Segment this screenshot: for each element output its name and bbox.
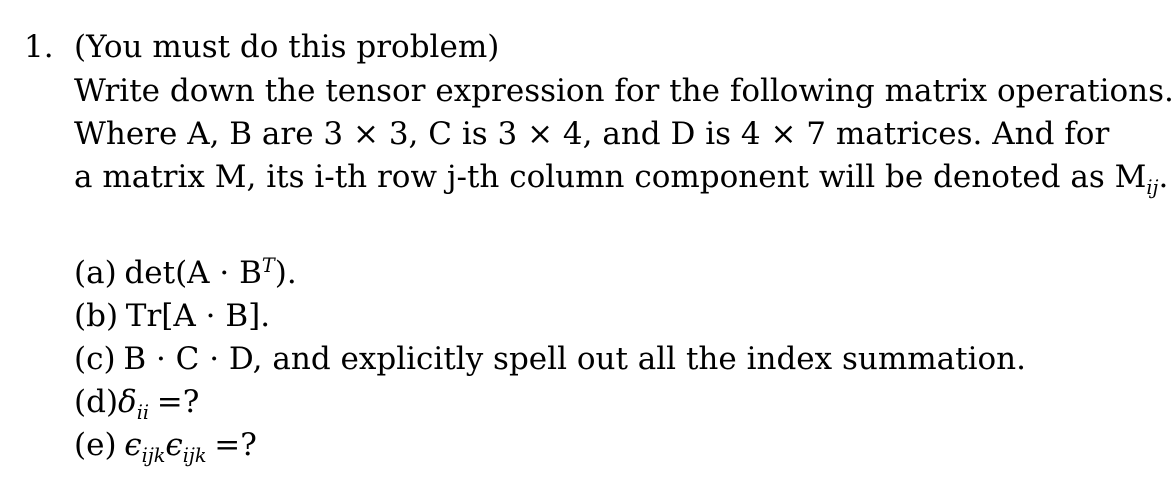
subquestion-d-end: =? (156, 384, 200, 420)
subquestion-a (74, 252, 297, 294)
problem-number: 1. (24, 29, 54, 65)
levi-civita-symbol-2: ϵ (165, 427, 183, 463)
subquestion-c-label: (c) (74, 341, 116, 377)
problem-text-line-3-period: . (1158, 159, 1169, 195)
subquestion-c-expression: B · C · D, and explicitly spell out all the index summation. (123, 341, 1026, 377)
subquestion-b-expression: Tr[A · B]. (125, 298, 271, 334)
subquestion-b (74, 295, 270, 337)
subquestion-c (74, 338, 1026, 380)
subquestion-d-label: (d) (74, 384, 119, 420)
subquestion-a-label: (a) (74, 255, 117, 291)
subquestion-e-end: =? (214, 427, 257, 463)
subquestion-e (74, 424, 257, 466)
kronecker-delta-symbol: δ (118, 384, 137, 420)
problem-text-line-3-main: a matrix M, its i-th row j-th column component will be denoted as M (74, 159, 1147, 195)
levi-civita-subscript-1: ijk (141, 443, 166, 467)
component-subscript: ij (1146, 175, 1159, 199)
subquestion-a-end: ). (274, 255, 297, 291)
levi-civita-symbol-1: ϵ (124, 427, 142, 463)
problem-text-line-1: Write down the tensor expression for the following matrix operations. (74, 73, 1174, 109)
problem-title: (You must do this problem) (74, 29, 500, 65)
subquestion-a-expression: det(A · B (124, 255, 262, 291)
subquestion-b-label: (b) (74, 298, 119, 334)
subquestion-e-label: (e) (74, 427, 117, 463)
subquestion-d (74, 381, 199, 423)
problem-text-line-2: Where A, B are 3 × 3, C is 3 × 4, and D is 4 × 7 matrices. And for (74, 116, 1110, 152)
problem-text-line-3 (74, 156, 1168, 198)
levi-civita-subscript-2: ijk (182, 443, 207, 467)
transpose-superscript: T (261, 254, 275, 278)
delta-subscript: ii (136, 400, 150, 424)
